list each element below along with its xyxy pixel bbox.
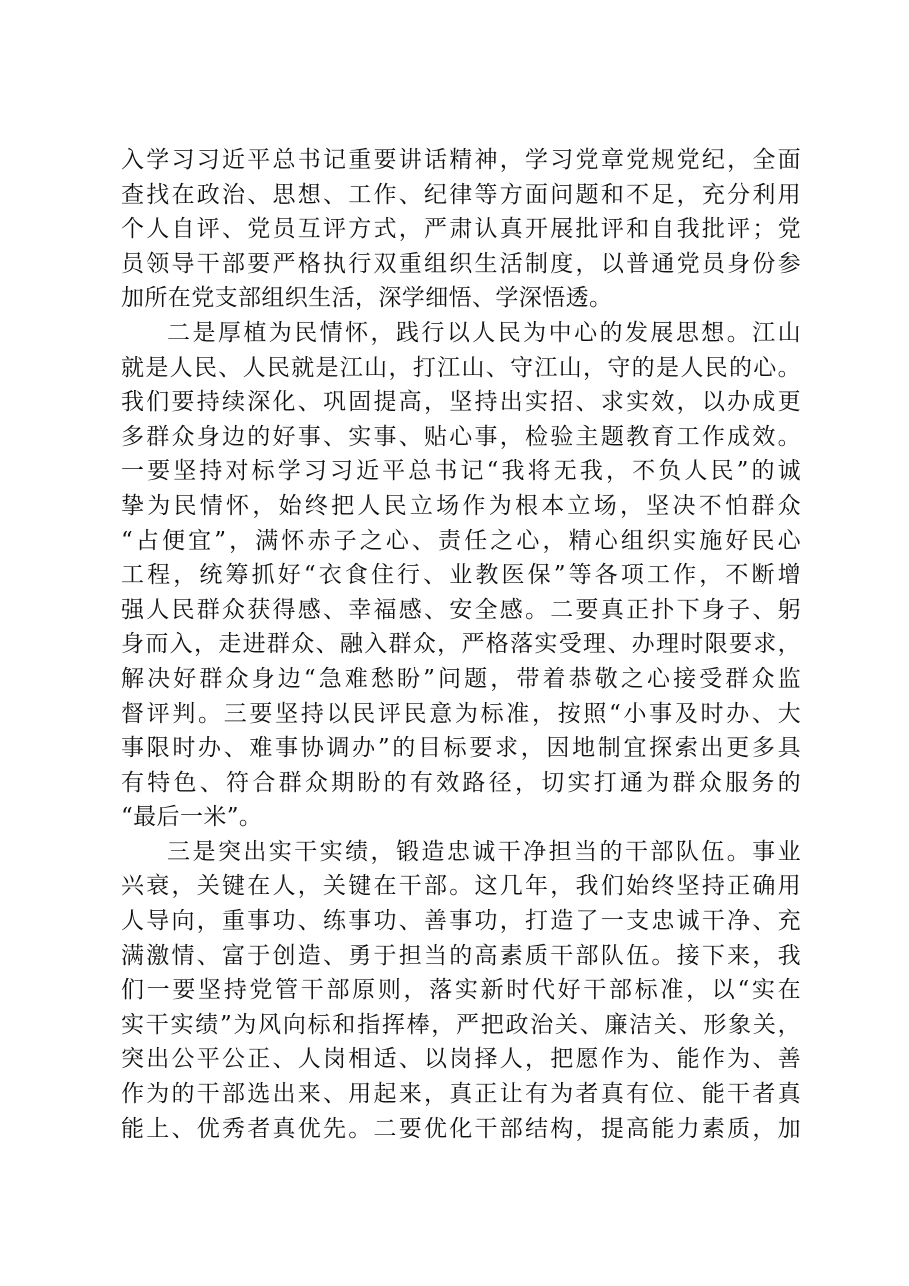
text-line: 事限时办、难事协调办”的目标要求，因地制宜探索出更多具 [121, 735, 801, 762]
text-line: 督评判。三要坚持以民评民意为标准，按照“小事及时办、大 [121, 700, 801, 727]
text-line: 就是人民、人民就是江山，打江山、守江山，守的是人民的心。 [121, 354, 801, 381]
text-line: 突出公平公正、人岗相适、以岗择人，把愿作为、能作为、善 [121, 1046, 801, 1073]
text-line: 作为的干部选出来、用起来，真正让有为者真有位、能干者真 [121, 1081, 801, 1108]
body-text [121, 143, 801, 1146]
text-line: 多群众身边的好事、实事、贴心事，检验主题教育工作成效。 [121, 423, 801, 450]
text-line: 实干实绩”为风向标和指挥棒，严把政治关、廉洁关、形象关， [121, 1011, 801, 1038]
text-line: 二是厚植为民情怀，践行以人民为中心的发展思想。江山 [167, 319, 801, 346]
text-line: 个人自评、党员互评方式，严肃认真开展批评和自我批评；党 [121, 216, 801, 243]
text-line: 挚为民情怀，始终把人民立场作为根本立场，坚决不怕群众 [121, 492, 801, 519]
text-line: 我们要持续深化、巩固提高，坚持出实招、求实效，以办成更 [121, 389, 801, 416]
text-line: 们一要坚持党管干部原则，落实新时代好干部标准，以“实在 [121, 977, 801, 1004]
text-line: “最后一米”。 [121, 804, 263, 831]
text-line: 兴衰，关键在人，关键在干部。这几年，我们始终坚持正确用 [121, 873, 801, 900]
text-line: 能上、优秀者真优先。二要优化干部结构，提高能力素质，加 [121, 1115, 801, 1142]
text-line: 工程，统筹抓好“衣食住行、业教医保”等各项工作，不断增 [121, 562, 801, 589]
text-line: 加所在党支部组织生活，深学细悟、学深悟透。 [121, 285, 613, 312]
text-line: 满激情、富于创造、勇于担当的高素质干部队伍。接下来，我 [121, 942, 801, 969]
text-line: 有特色、符合群众期盼的有效路径，切实打通为群众服务的 [121, 769, 801, 796]
text-line: 员领导干部要严格执行双重组织生活制度，以普通党员身份参 [121, 250, 801, 277]
text-line: 一要坚持对标学习习近平总书记“我将无我，不负人民”的诚 [121, 458, 801, 485]
text-line: 三是突出实干实绩，锻造忠诚干净担当的干部队伍。事业 [167, 838, 801, 865]
text-line: 入学习习近平总书记重要讲话精神，学习党章党规党纪，全面 [121, 147, 801, 173]
text-line: 强人民群众获得感、幸福感、安全感。二要真正扑下身子、躬 [121, 596, 801, 623]
text-line: “占便宜”，满怀赤子之心、责任之心，精心组织实施好民心 [121, 527, 801, 554]
text-line: 查找在政治、思想、工作、纪律等方面问题和不足，充分利用 [121, 181, 801, 208]
text-line: 解决好群众身边“急难愁盼”问题，带着恭敬之心接受群众监 [121, 665, 801, 692]
text-line: 身而入，走进群众、融入群众，严格落实受理、办理时限要求， [121, 631, 801, 658]
text-line: 人导向，重事功、练事功、善事功，打造了一支忠诚干净、充 [121, 908, 801, 935]
